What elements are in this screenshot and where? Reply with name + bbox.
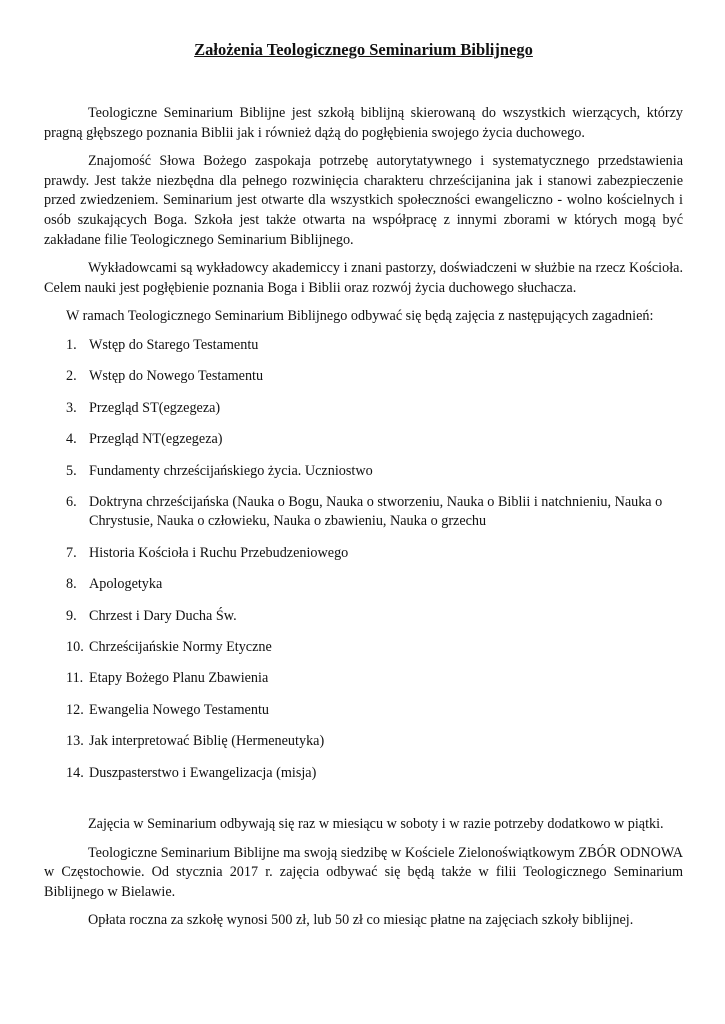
list-text: Fundamenty chrześcijańskiego życia. Uczniostwo <box>89 462 373 479</box>
list-text: Doktryna chrześcijańska (Nauka o Bogu, Nauka o stworzeniu, Nauka o Biblii i natchnieniu, Nauka o Chrystusie, Nauka o człowieku, Nauka o zbawieniu, Nauka o grzechu <box>89 493 663 530</box>
intro-paragraph-3: Wykładowcami są wykładowcy akademiccy i znani pastorzy, doświadczeni w służbie na rzecz Kościoła. Celem nauki jest pogłębienie poznania Boga i Biblii oraz rozwój życia duchowego słuchacza. <box>44 260 683 296</box>
list-number: 3. <box>66 399 77 416</box>
intro-paragraph-4: W ramach Teologicznego Seminarium Biblijnego odbywać się będą zajęcia z następujących zagadnień: <box>66 308 654 325</box>
closing-paragraph-1: Zajęcia w Seminarium odbywają się raz w miesiącu w soboty i w razie potrzeby dodatkowo w piątki. <box>88 816 664 832</box>
subjects-list <box>44 336 683 783</box>
list-text: Wstęp do Starego Testamentu <box>89 336 259 353</box>
closing-paragraph-3: Opłata roczna za szkołę wynosi 500 zł, lub 50 zł co miesiąc płatne na zajęciach szkoły biblijnej. <box>88 912 634 929</box>
list-item <box>44 638 683 658</box>
section-gap <box>44 795 683 815</box>
list-item <box>44 669 683 689</box>
list-number: 6. <box>66 493 77 510</box>
list-item <box>44 493 683 532</box>
intro-paragraph-1: Teologiczne Seminarium Biblijne jest szkołą biblijną skierowaną do wszystkich wierzących, którzy pragną głębszego poznania Biblii jak i również dążą do pogłębienia swojego życia duchowego. <box>44 105 683 141</box>
intro-paragraph-2: Znajomość Słowa Bożego zaspokaja potrzebę autorytatywnego i systematycznego przedstawienia prawdy. Jest także niezbędna dla pełnego rozwinięcia charakteru chrześcijanina jak i stanowi zabezpieczenie przed zwiedzeniem. Seminarium jest otwarte dla wszystkich społeczności ewangeliczno - wolno kościelnych i osób szukających Boga. Szkoła jest także otwarta na współpracę z innymi zborami w których mogą być zakładane filie Teologicznego Seminarium Biblijnego. <box>44 153 683 248</box>
list-number: 13. <box>66 733 84 750</box>
list-item <box>44 544 683 564</box>
list-item <box>44 462 683 482</box>
list-number: 12. <box>66 701 84 718</box>
list-item <box>44 607 683 627</box>
document-page <box>44 40 683 940</box>
list-text: Przegląd NT(egzegeza) <box>89 431 223 448</box>
list-text: Przegląd ST(egzegeza) <box>89 399 221 416</box>
closing-paragraph-2: Teologiczne Seminarium Biblijne ma swoją siedzibę w Kościele Zielonoświątkowym ZBÓR ODNOWA w Częstochowie. Od stycznia 2017 r. zajęcia odbywać się będą także w filii Teologicznego Seminarium Biblijnego w Bielawie. <box>44 844 683 900</box>
list-text: Wstęp do Nowego Testamentu <box>89 368 264 385</box>
list-item <box>44 399 683 419</box>
list-item <box>44 430 683 450</box>
list-number: 10. <box>66 639 84 656</box>
list-item <box>44 764 683 784</box>
list-text: Chrześcijańskie Normy Etyczne <box>89 639 272 656</box>
list-item <box>44 336 683 356</box>
list-number: 4. <box>66 431 77 448</box>
list-number: 9. <box>66 607 77 624</box>
list-item <box>44 575 683 595</box>
list-number: 14. <box>66 764 84 781</box>
list-number: 11. <box>66 670 84 687</box>
list-text: Historia Kościoła i Ruchu Przebudzeniowego <box>89 544 349 561</box>
document-title: Założenia Teologicznego Seminarium Biblijnego <box>194 40 533 59</box>
list-number: 2. <box>66 368 77 385</box>
list-number: 1. <box>66 336 77 353</box>
list-text: Ewangelia Nowego Testamentu <box>89 701 269 718</box>
list-number: 7. <box>66 544 77 561</box>
list-text: Etapy Bożego Planu Zbawienia <box>89 670 269 687</box>
list-text: Jak interpretować Biblię (Hermeneutyka) <box>89 733 325 750</box>
list-item <box>44 367 683 387</box>
list-text: Duszpasterstwo i Ewangelizacja (misja) <box>89 764 317 781</box>
list-item <box>44 701 683 721</box>
list-number: 5. <box>66 462 77 479</box>
list-text: Apologetyka <box>89 576 163 593</box>
list-item <box>44 732 683 752</box>
list-number: 8. <box>66 576 77 593</box>
list-text: Chrzest i Dary Ducha Św. <box>89 607 237 624</box>
